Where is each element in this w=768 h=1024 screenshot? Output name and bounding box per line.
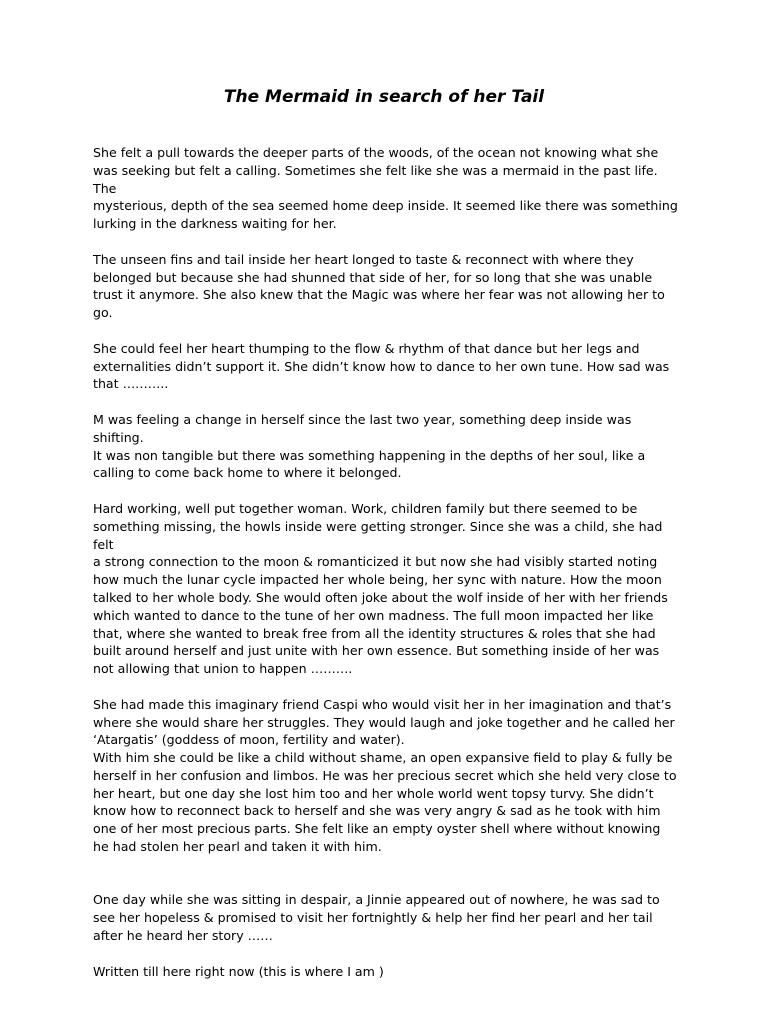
paragraph-spacer (93, 322, 683, 340)
paragraph-imaginary-friend: She had made this imaginary friend Caspi who would visit her in her imagination and that’s where she would share her struggles. They would laugh and joke together and he called her ‘Atargatis’ (goddess of moon, fertility and water). With him she could be like a child without shame, an open expansive field to play & fully be herself in her confusion and limbos. He was her precious secret which she held very close to her heart, but one day she lost him too and her whole world went topsy turvy. She didn’t know how to reconnect back to herself and she was very angry & sad as he took with him one of her most precious parts. She felt like an empty oyster shell where without knowing he had stolen her pearl and taken it with him. (93, 696, 677, 855)
paragraph-spacer (93, 945, 683, 963)
paragraph-spacer (93, 678, 683, 696)
paragraph-change-in-herself: M was feeling a change in herself since the last two year, something deep inside was shifting. It was non tangible but there was something happening in the depths of her soul, like a calling to come back home to where it belonged. (93, 411, 646, 481)
paragraph-spacer (93, 233, 683, 251)
document-title: The Mermaid in search of her Tail (223, 87, 545, 107)
document-body (93, 144, 683, 980)
paragraph-pull-towards-woods: She felt a pull towards the deeper parts of the woods, of the ocean not knowing what she was seeking but felt a calling. Sometimes she felt like she was a mermaid in the past life. The mysterious, depth of the sea seemed home deep inside. It seemed like there was something lurking in the darkness waiting for her. (93, 145, 678, 232)
paragraph-spacer (93, 393, 683, 411)
paragraph-written-till-here: Written till here right now (this is where I am ) (93, 963, 384, 979)
paragraph-spacer (93, 482, 683, 500)
paragraph-unseen-fins: The unseen fins and tail inside her heart longed to taste & reconnect with where they belonged but because she had shunned that side of her, for so long that she was unable trust it anymore. She also knew that the Magic was where her fear was not allowing her to go. (93, 251, 665, 321)
paragraph-hard-working: Hard working, well put together woman. Work, children family but there seemed to be something missing, the howls inside were getting stronger. Since she was a child, she had felt a strong connection to the moon & romanticized it but now she had visibly started noting how much the lunar cycle impacted her whole being, her sync with nature. How the moon talked to her whole body. She would often joke about the wolf inside of her with her friends which wanted to dance to the tune of her own madness. The full moon impacted her like that, where she wanted to break free from all the identity structures & roles that she had built around herself and just unite with her own essence. But something inside of her was not allowing that union to happen ………. (93, 500, 668, 677)
paragraph-spacer (93, 856, 683, 892)
paragraph-heart-thumping: She could feel her heart thumping to the flow & rhythm of that dance but her legs and externalities didn’t support it. She didn’t know how to dance to her own tune. How sad was that ……….. (93, 340, 670, 392)
paragraph-jinnie: One day while she was sitting in despair, a Jinnie appeared out of nowhere, he was sad to see her hopeless & promised to visit her fortnightly & help her find her pearl and her tail after he heard her story …… (93, 892, 660, 944)
